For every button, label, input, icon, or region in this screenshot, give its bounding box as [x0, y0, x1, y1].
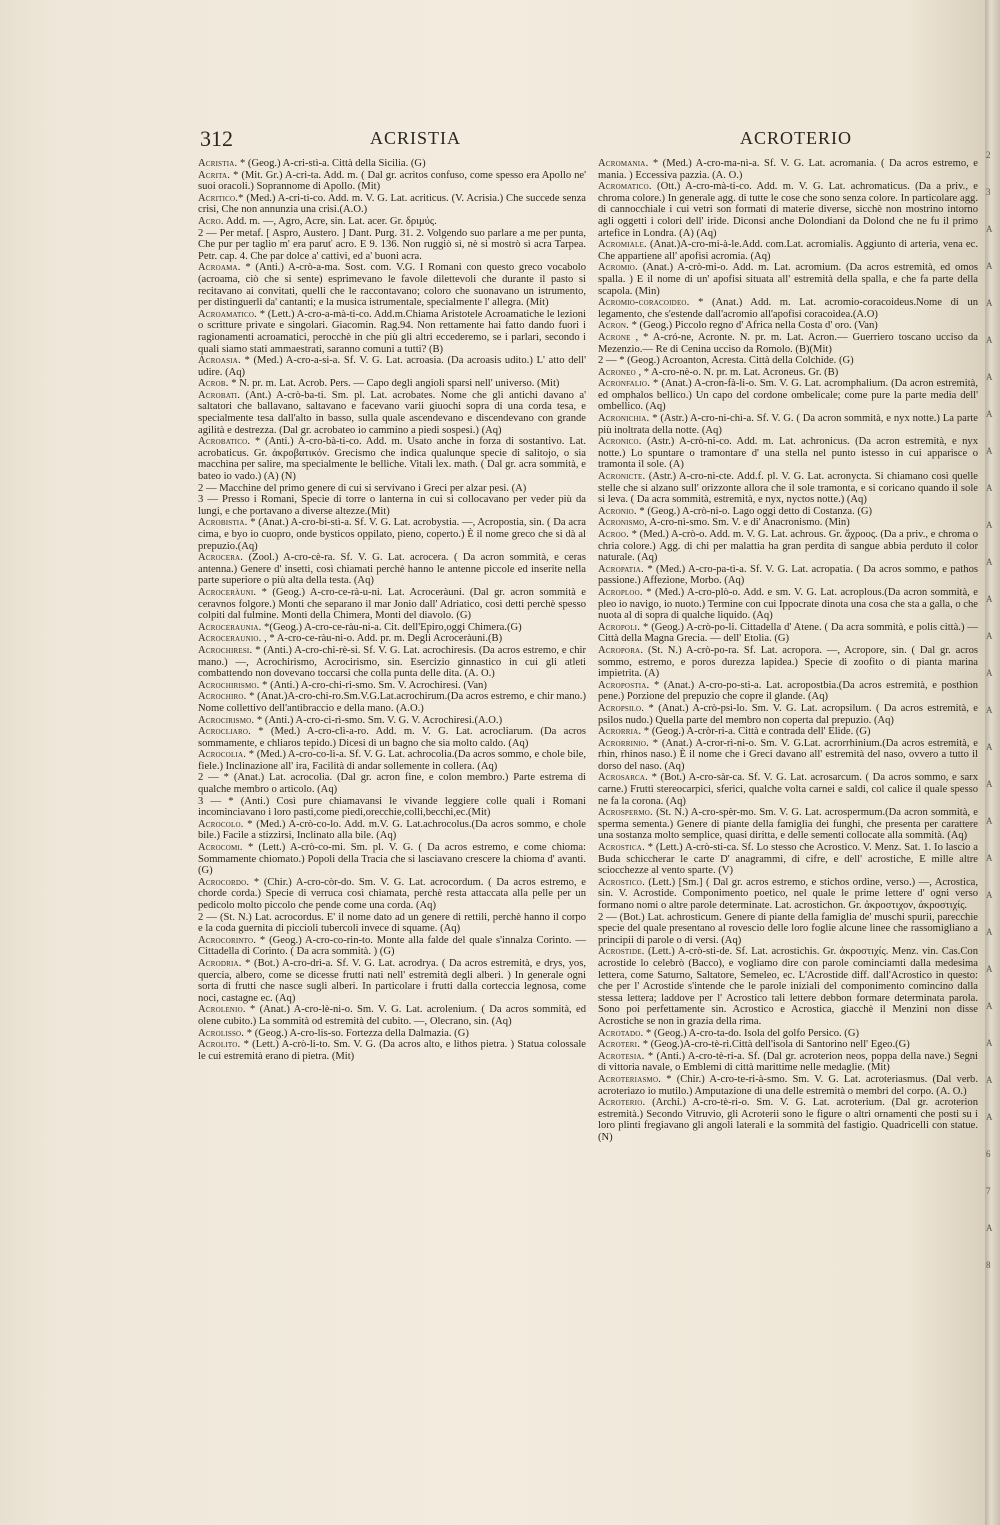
- entry-headword: Acrorrinio.: [598, 737, 650, 749]
- entry-text: * (Mit. Gr.) A-cri-ta. Add. m. ( Dal gr. acritos confuso, come spesso era Apollo ne' suoi oracoli.) Soprannome di Apollo. (Mit): [198, 169, 586, 193]
- dictionary-entry: [598, 622, 978, 645]
- entry-text: (Zool.) A-cro-cè-ra. Sf. V. G. Lat. acrocera. ( Da acron sommità, e ceras antenna.) Genere d' insetti, così chiamati perchè hanno le antenne piccole ed inserite nella parte superiore o più alta della testa. (Aq): [198, 552, 586, 587]
- dictionary-entry: [598, 332, 978, 355]
- entry-text: Add. m. —, Agro, Acre, sin. Lat. acer. Gr. δριμύς.: [223, 215, 437, 227]
- entry-headword: Acropsilo.: [598, 702, 645, 714]
- dictionary-entry: [198, 262, 586, 308]
- edge-mark: A: [986, 853, 993, 863]
- dictionary-entry: [598, 297, 978, 320]
- entry-headword: Acronismo,: [598, 517, 648, 529]
- dictionary-entry: [598, 726, 978, 738]
- entry-text: * (Anat.) A-cror-rì-ni-o. Sm. V. G.Lat. acrorrhinium.(Da acros estremità, e rhin, rhinos naso.) È il nome che i Greci davano all' estremità del naso, ovvero a tutto il dorso del naso. (Aq): [598, 737, 978, 772]
- entry-text: (Anat.) A-crò-mi-o. Add. m. Lat. acromium. (Da acros estremità, ed omos spalla. ) E il nome di un' apofisi situata all' estremità della spalla, e che fa parte della scapola. (Min): [598, 262, 978, 297]
- left-running-head: ACRISTIA: [370, 128, 462, 148]
- dictionary-entry: [198, 355, 586, 378]
- entry-text: * (Chir.) A-cro-te-ri-à-smo. Sm. V. G. Lat. acroteriasmus. (Dal verb. acroteriazo io mutilo.) Amputazione di una delle estremità o membri del corpo. (A. O.): [598, 1073, 978, 1097]
- entry-headword: Acropora.: [598, 644, 644, 656]
- entry-text: * (Geog.) A-cro-lis-so. Fortezza della Dalmazia. (G): [244, 1027, 469, 1039]
- entry-text: * (Anat.) A-cro-lè-ni-o. Sm. V. G. Lat. acrolenium. ( Da acros sommità, ed olene cubito.) La sommità od estremità del cubito. —, Olecrano, sin. (Aq): [198, 1004, 586, 1027]
- entry-headword: Acromio.: [598, 262, 638, 274]
- dictionary-entry: [598, 946, 978, 1027]
- entry-headword: Acromiale.: [598, 239, 647, 251]
- entry-text: A-cro-nì-smo. Sm. V. e di' Anacronismo. (Min): [647, 517, 850, 529]
- dictionary-entry: [598, 877, 978, 912]
- left-column: [198, 158, 586, 1062]
- edge-mark: A: [986, 1112, 993, 1122]
- entry-headword: Acroceràuni.: [198, 586, 257, 598]
- entry-text: 3 — Presso i Romani, Specie di torre o lanterna in cui si collocavano per veder più da lungi, e che portavano a diverse altezze.(Mit): [198, 494, 586, 517]
- entry-headword: Acroamatico.: [198, 308, 257, 320]
- entry-headword: Acronicte.: [598, 471, 646, 483]
- entry-headword: Acrobatico.: [198, 436, 251, 448]
- dictionary-entry: [198, 912, 586, 935]
- entry-headword: Acrocomi.: [198, 842, 243, 854]
- right-running-head: ACROTERIO: [740, 128, 852, 148]
- entry-headword: Acrocorinto.: [198, 934, 257, 946]
- entry-text: (Ott.) A-cro-mà-ti-co. Add. m. V. G. Lat. achromaticus. (Da a priv., e chroma colore.) In generale agg. di tutte le cose che sono senza colore. In particolare agg. di cannocchiale i cui vetri son formati di materie diverse, sicchè non mostrino intorno agli oggetti i colori dell' iride. Diconsi anche Dolondiani da Dolond che ne fu il primo artefice in Londra. (A) (Aq): [598, 181, 978, 239]
- entry-headword: Acrolisso.: [198, 1027, 245, 1039]
- entry-headword: Acrostica.: [598, 842, 645, 854]
- entry-text: * (Anat.) A-cro-po-stì-a. Lat. acropostbia.(Da acros estremità, e posthion pene.) Porzione del prepuzio che copre il glande. (Aq): [598, 679, 978, 703]
- dictionary-entry: [198, 378, 586, 390]
- entry-headword: Acroploo.: [598, 586, 643, 598]
- entry-headword: Acrotesia.: [598, 1050, 645, 1062]
- entry-headword: Acrostide.: [598, 946, 645, 958]
- entry-headword: Acroceraunio.: [198, 633, 262, 645]
- entry-headword: Acrobistia.: [198, 517, 248, 529]
- entry-text: * (Anat.) A-cro-bi-stì-a. Sf. V. G. Lat. acrobystia. —, Acropostia, sin. ( Da acra cima, e byo io cuopro, onde bysticos oppilato, pieno, coperto.) È il nome greco che si dà al prepuzio.(Aq): [198, 517, 586, 552]
- entry-text: * (Med.) A-crò-co-lo. Add. m.V. G. Lat.achrocolus.(Da acros sommo, e chole bile.) Facile a stizzirsi, Inclinato alla bile. (Aq): [198, 818, 586, 842]
- entry-text: (Ant.) A-crò-ba-ti. Sm. pl. Lat. acrobates. Nome che gli antichi davano a' saltatori che ballavano, saltavano e facevano varii giuochi sopra di una corda tesa, e specialmente tesa dall'alto in basso, sulla quale ascendevano e discendevano con grande agilità e destrezza. (Dal gr. acrobateo io cammino a piedi sospesi.) (Aq): [198, 389, 586, 436]
- dictionary-entry: [598, 807, 978, 842]
- entry-text: * (Geog.) A-cròr-ri-a. Città e contrada dell' Elide. (G): [641, 726, 871, 738]
- edge-mark: 6: [986, 1149, 991, 1159]
- edge-mark: A: [986, 483, 993, 493]
- dictionary-entry: [598, 703, 978, 726]
- entry-text: * (Anat.) A-cron-fà-li-o. Sm. V. G. Lat. acromphalium. (Da acron estremità, ed omphalos bellico.) Un capo del cordone ombelicale; come pure la parte media dell' ombellico. (Aq): [598, 378, 978, 413]
- dictionary-entry: [598, 1051, 978, 1074]
- dictionary-entry: [598, 355, 978, 367]
- entry-headword: Acrocolo.: [198, 818, 244, 830]
- entry-text: * (Anti.) A-cro-chi-rì-smo. Sm. V. Acrochiresi. (Van): [259, 679, 487, 691]
- edge-mark: A: [986, 557, 993, 567]
- entry-text: * (Anat.)A-cro-chi-ro.Sm.V.G.Lat.acrochirum.(Da acros estremo, e chir mano.) Nome collettivo dell'antibraccio e della mano. (A.O.): [198, 691, 586, 714]
- edge-mark: A: [986, 335, 993, 345]
- entry-headword: Acrobati.: [198, 389, 241, 401]
- entry-headword: Acrorria.: [598, 726, 642, 738]
- edge-mark: A: [986, 520, 993, 530]
- entry-text: * (Anti.) A-crò-a-ma. Sost. com. V.G. I Romani con questo greco vocabolo (acroama, ciò che si sente) esprimevano le favole dilettevoli che durante il pasto si recitavano ai convitati, quelli che le raccontavano; coloro che suonavano un istrumento, per distinguerli da' cantanti; e la musica istrumentale, specialmente l' allegra. (Mit): [198, 262, 586, 309]
- entry-text: (Lett.) [Sm.] ( Dal gr. acros estremo, e stichos ordine, verso.) —, Acrostica, sin. V. Acrostide. Componimento poetico, nel quale le prime lettere d' ogni verso formano nomi o altre parole determinate. Lat. acrostichon. Gr. ἀκροστιχον, ἀκροστιχίς.: [598, 876, 978, 911]
- dictionary-entry: [198, 691, 586, 714]
- dictionary-entry: [198, 958, 586, 1004]
- entry-text: , * A-cro-ce-ràu-ni-o. Add. pr. m. Degli Acroceràuni.(B): [261, 633, 503, 645]
- dictionary-entry: [198, 494, 586, 517]
- entry-headword: Acrolenio.: [198, 1004, 246, 1016]
- entry-headword: Acrochiresi.: [198, 644, 253, 656]
- dictionary-entry: [598, 772, 978, 807]
- dictionary-entry: [598, 378, 978, 413]
- dictionary-entry: [598, 529, 978, 564]
- entry-headword: Acromatico.: [598, 181, 652, 193]
- dictionary-entry: [198, 483, 586, 495]
- dictionary-entry: [198, 715, 586, 727]
- edge-mark: A: [986, 1001, 993, 1011]
- dictionary-entry: [598, 158, 978, 181]
- dictionary-entry: [598, 262, 978, 297]
- dictionary-entry: [198, 1028, 586, 1040]
- entry-text: , * A-cró-ne, Acronte. N. pr. m. Lat. Acron.— Guerriero toscano ucciso da Mezenzio.— Re di Cenina ucciso da Romolo. (B)(Mit): [598, 331, 978, 355]
- entry-headword: Acrolito.: [198, 1039, 241, 1051]
- entry-headword: Acritico.: [198, 192, 239, 204]
- dictionary-entry: [198, 436, 586, 482]
- edge-mark: A: [986, 742, 993, 752]
- entry-headword: Acroteriasmo.: [598, 1073, 662, 1085]
- entry-text: (Lett.) A-crò-sti-de. Sf. Lat. acrostichis. Gr. ἀκροστιχίς. Menz. vin. Cas.Con acrostide lo celebrò (Bacco), e vogliamo dire con parole cominciamti dalla medesima lettera, come Saturno, Saltatore, Semeleo, ec. L'Acrostide diff. dall'Acrostico in questo: che per l' Acrostide s'intende che le parole iniziali del componimento comincino dalla stessa lettera; laddove per l' Acrostico tali lettere debbon formare determinata parola. Sono poi perfettamente sin. Acrostico e Acrostica, giacchè il Menzini non disse Acrostiche se non in grazia della rima.: [598, 946, 978, 1027]
- entry-text: 2 — * (Anat.) Lat. acrocolia. (Dal gr. acron fine, e colon membro.) Parte estrema di qualche membro o articolo. (Aq): [198, 772, 586, 796]
- edge-mark: A: [986, 224, 993, 234]
- entry-text: * (Med.) A-cro-ma-nì-a. Sf. V. G. Lat. acromania. ( Da acros estremo, e mania. ) Eccessiva pazzia. (A. O.): [598, 158, 978, 181]
- entry-text: * (Bot.) A-cro-sàr-ca. Sf. V. G. Lat. acrosarcum. ( Da acros sommo, e sarx carne.) Frutti stereocarpici, sferici, qualche volta carnei e saldi, col calice il quale spesso ne fa la corona. (Aq): [598, 772, 978, 807]
- dictionary-entry: [198, 216, 586, 228]
- entry-text: , * A-cro-nè-o. N. pr. m. Lat. Acroneus. Gr. (B): [635, 366, 839, 378]
- entry-text: * (Lett.) A-crò-sti-ca. Sf. Lo stesso che Acrostico. V. Menz. Sat. 1. Io lascio a Buda schiccherar le carte D' anagrammi, di cifre, e dell' acrostiche, E mille altre sciocchezze al vento sparte. (V): [598, 842, 978, 877]
- edge-mark: A: [986, 816, 993, 826]
- dictionary-entry: [598, 367, 978, 379]
- dictionary-entry: [598, 1028, 978, 1040]
- dictionary-entry: [598, 1039, 978, 1051]
- entry-text: * (Med.) A-cro-co-lì-a. Sf. V. G. Lat. achrocolia.(Da acros sommo, e chole bile, fiele.) Inclinazione all' ira, Facilità di andar sollemente in collera. (Aq): [198, 749, 586, 772]
- edge-mark: A: [986, 372, 993, 382]
- edge-mark: 2: [986, 150, 991, 160]
- dictionary-entry: [198, 517, 586, 552]
- dictionary-entry: [198, 819, 586, 842]
- entry-text: * (Lett.) A-crò-co-mi. Sm. pl. V. G. ( Da acros estremo, e come chioma: Sommamente chiomato.) Popoli della Tracia che si lasciavano crescere la chioma d' avanti. (G): [198, 842, 586, 877]
- entry-headword: Acropostia.: [598, 679, 650, 691]
- entry-headword: Acron.: [598, 320, 629, 332]
- dictionary-entry: [598, 239, 978, 262]
- dictionary-entry: [198, 749, 586, 772]
- entry-text: * (Lett.) A-cro-a-mà-ti-co. Add.m.Chiama Aristotele Acroamatiche le lezioni o scritture private e singolari. Giacomin. Rag.94. Non rettamente hai fatto dando fuori i ragionamenti acroamatici, perocchè in che più gli altri eccederemo, se i parlari, secondo i quali siamo stati ammaestrati, saranno comuni a tutti? (B): [198, 308, 586, 355]
- entry-headword: Acrotado.: [598, 1027, 644, 1039]
- dictionary-entry: [198, 228, 586, 263]
- entry-text: * (Chir.) A-cro-còr-do. Sm. V. G. Lat. acrocordum. ( Da acros estremo, e chorde corda.) Specie di verruca così chiamata, perchè resta attaccata alla pelle per un pedicolo molto piccolo che pende come una corda. (Aq): [198, 876, 586, 911]
- dictionary-entry: [598, 587, 978, 622]
- entry-headword: Acroo.: [598, 529, 629, 540]
- entry-headword: Acrone: [598, 331, 631, 343]
- entry-text: 2 — Macchine del primo genere di cui si servivano i Greci per alzar pesi. (A): [198, 482, 527, 494]
- page-number: 312: [200, 126, 233, 151]
- edge-mark: A: [986, 705, 993, 715]
- dictionary-entry: [198, 935, 586, 958]
- facing-page-marks: [986, 150, 1000, 1297]
- edge-mark: A: [986, 927, 993, 937]
- entry-text: * (Geog.)A-cro-tè-ri.Città dell'isola di Santorino nell' Egeo.(G): [640, 1039, 910, 1051]
- dictionary-entry: [598, 645, 978, 680]
- entry-headword: Acroasia.: [198, 355, 241, 367]
- entry-headword: Acronio.: [598, 505, 637, 517]
- entry-text: * (Geog.) Piccolo regno d' Africa nella Costa d' oro. (Van): [628, 320, 878, 332]
- entry-headword: Acroama.: [198, 262, 241, 274]
- edge-mark: A: [986, 890, 993, 900]
- entry-headword: Acronichia.: [598, 413, 650, 425]
- dictionary-entry: [598, 1074, 978, 1097]
- entry-headword: Acroneo: [598, 366, 636, 378]
- edge-mark: A: [986, 298, 993, 308]
- edge-mark: A: [986, 261, 993, 271]
- entry-text: * (Med.) A-cro-clì-a-ro. Add. m. V. G. Lat. acrocliarum. (Da acros sommamente, e chliaros tepido.) Dicesi di un bagno che sia molto caldo. (Aq): [198, 726, 586, 749]
- edge-mark: A: [986, 1223, 993, 1233]
- dictionary-entry: [198, 633, 586, 645]
- entry-text: *(Geog.) A-cro-ce-ràu-ni-a. Cit. dell'Epiro,oggi Chimera.(G): [261, 621, 522, 633]
- entry-text: * (Med.) A-cro-pa-tì-a. Sf. V. G. Lat. acropatia. ( Da acros sommo, e pathos passione.) Affezione, Morbo. (Aq): [598, 563, 978, 587]
- entry-headword: Acrob.: [198, 378, 229, 390]
- entry-text: 2 — * (Geog.) Acroanton, Acresta. Città della Colchide. (G): [598, 355, 854, 367]
- entry-headword: Acronfalio.: [598, 378, 651, 390]
- entry-headword: Acrostico.: [598, 876, 645, 888]
- edge-mark: A: [986, 594, 993, 604]
- entry-text: * (Geog.) A-cro-ce-rà-u-ni. Lat. Acroceràuni. (Dal gr. acron sommità e ceravnos folgore.) Monti che separano il mar Jonio dall' Adriatico, così detti perchè spesso colpiti dal fulmine. Monti della Chimera, Monti del diavolo. (G): [198, 586, 586, 622]
- entry-headword: Acromania.: [598, 158, 649, 169]
- entry-text: * (Med.) A-cri-ti-co. Add. m. V. G. Lat. acriticus. (V. Acrisia.) Che succede senza crisi, Che non annunzia una crisi.(A.O.): [198, 192, 586, 216]
- entry-text: * (Anti.) A-cro-chi-rè-si. Sf. V. G. Lat. acrochiresis. (Da acros estremo, e chir mano.) —, Acrochirismo, Acrocirismo, sin. Esercizio ginnastico in cui gli atleti combattendo non dovevano toccarsi che colla punta delle dita. (A. O.): [198, 644, 586, 680]
- edge-mark: A: [986, 1038, 993, 1048]
- dictionary-entry: [198, 170, 586, 193]
- entry-text: (Archi.) A-cro-tè-ri-o. Sm. V. G. Lat. acroterium. (Dal gr. acroterion estremità.) Secondo Vitruvio, gli Acroterii sono le figure o altri ornamenti che posti su i loro plinti fregiavano gli angoli laterali e la sommità del fastigio. Quadricelli con statue. (N): [598, 1097, 978, 1143]
- entry-text: * (Anti.) A-cro-ci-rì-smo. Sm. V. G. V. Acrochiresi.(A.O.): [254, 714, 503, 726]
- dictionary-entry: [598, 436, 978, 471]
- entry-headword: Acrocordo.: [198, 876, 250, 888]
- entry-text: 2 — (St. N.) Lat. acrocordus. E' il nome dato ad un genere di rettili, perchè hanno il corpo e la coda guernita di piccioli tubercoli invece di squame. (Aq): [198, 911, 586, 935]
- entry-text: (St. N.) A-cro-spèr-mo. Sm. V. G. Lat. acrospermum.(Da acron sommità, e sperma sementa.) Genere di piante della famiglia dei funghi, che presenta per carattere una sostanza molto semplice, quasi diritta, e delle sementi collocate alla sommità. (Aq): [598, 807, 978, 842]
- entry-headword: Acrochiro.: [198, 691, 247, 703]
- dictionary-entry: [598, 912, 978, 947]
- edge-mark: 3: [986, 187, 991, 197]
- dictionary-entry: [198, 772, 586, 795]
- entry-text: * N. pr. m. Lat. Acrob. Pers. — Capo degli angioli sparsi nell' universo. (Mit): [228, 378, 560, 390]
- entry-headword: Acropoli.: [598, 621, 641, 633]
- entry-text: 2 — Per metaf. [ Aspro, Austero. ] Dant. Purg. 31. 2. Volgendo suo parlare a me per punta, Che pur per taglio m' era paruť acro. E 9. 136. Non ruggiò sì, nè si mostrò sì acra Tarpea. Petr. cap. 4. Che par dolce a' cattivi, ed a' buoni acra.: [198, 227, 586, 262]
- entry-headword: Acrita.: [198, 169, 231, 181]
- dictionary-entry: [198, 726, 586, 749]
- dictionary-entry: [198, 1004, 586, 1027]
- dictionary-entry: [198, 645, 586, 680]
- entry-text: * (Bot.) A-cro-drì-a. Sf. V. G. Lat. acrodrya. ( Da acros estremità, e drys, yos, quercia, albero, come se dicesse frutti nati nell' estremità degli alberi. ) In generale ogni sorta di frutti che nasce sugli alberi. In particolare i frutti dalla corteccia legnosa, come noci, castagne ec. (Aq): [198, 957, 586, 1004]
- entry-text: * (Anat.) A-crò-psi-lo. Sm. V. G. Lat. acropsilum. ( Da acros estremità, e psilos nudo.) Quella parte del membro non coperta dal prepuzio. (Aq): [598, 702, 978, 726]
- dictionary-entry: [198, 1039, 586, 1062]
- dictionary-entry: [198, 877, 586, 912]
- entry-headword: Acrochirismo.: [198, 679, 260, 691]
- entry-headword: Acropatia.: [598, 563, 644, 575]
- entry-headword: Acro.: [198, 215, 224, 227]
- edge-mark: A: [986, 446, 993, 456]
- edge-mark: 8: [986, 1260, 991, 1270]
- dictionary-entry: [198, 587, 586, 622]
- dictionary-entry: [198, 309, 586, 355]
- edge-mark: A: [986, 964, 993, 974]
- page-header: [200, 126, 850, 160]
- dictionary-entry: [598, 564, 978, 587]
- edge-mark: A: [986, 409, 993, 419]
- dictionary-entry: [598, 517, 978, 529]
- dictionary-entry: [598, 842, 978, 877]
- entry-headword: Acroceraunia.: [198, 621, 262, 633]
- entry-headword: Acrosarca.: [598, 772, 649, 784]
- entry-text: 2 — (Bot.) Lat. achrosticum. Genere di piante della famiglia de' muschi spurii, parecchie specie del quale presentano al rovescio delle loro foglie alcune linee che rassomigliano a principii di parole o di versi. (Aq): [598, 911, 978, 946]
- entry-headword: Acrocera.: [198, 552, 244, 564]
- edge-mark: A: [986, 668, 993, 678]
- right-column: [598, 158, 978, 1143]
- entry-text: * (Geog.) A-cri-stì-a. Città della Sicilia. (G): [237, 158, 426, 169]
- entry-text: * (Anat.) Add. m. Lat. acromio-coracoideus.Nome di un legamento, che s'estende dall'acromio all'apofisi coracoidea.(A.O): [598, 297, 978, 320]
- dictionary-entry: [198, 796, 586, 819]
- entry-headword: Acrodria.: [198, 957, 242, 969]
- entry-headword: Acroterio.: [598, 1097, 646, 1109]
- edge-mark: A: [986, 1075, 993, 1085]
- entry-text: * (Geog.) A-crò-ni-o. Lago oggi detto di Costanza. (G): [636, 505, 873, 517]
- entry-text: (Astr.) A-cro-nì-cte. Add.f. pl. V. G. Lat. acronycta. Si chiamano così quelle stelle che si alzano sull' orizzonte allora che il sole tramonta, e si coricano quando il sole si leva. ( Da acra sommità, estremità, e nyx, nyctos notte.) (Aq): [598, 471, 978, 506]
- entry-text: * (Med.) A-cro-plò-o. Add. e sm. V. G. Lat. acroplous.(Da acron sommità, e pleo io navigo, io nuoto.) Termine con cui Ippocrate dinota una cosa che sta a galla, o che nuota al di sopra di qualche liquido. (Aq): [598, 586, 978, 622]
- entry-text: * (Geog.) A-crò-po-li. Cittadella d' Atene. ( Da acra sommità, e polis città.) — Città della Magna Grecia. — dell' Etolia. (G): [598, 621, 978, 645]
- entry-headword: Acrocirismo.: [198, 714, 255, 726]
- entry-text: * (Geog.) A-cro-co-rin-to. Monte alla falde del quale s'innalza Corinto. — Cittadella di Corinto. ( Da acra sommità. ) (G): [198, 934, 586, 958]
- edge-mark: A: [986, 631, 993, 641]
- dictionary-entry: [598, 738, 978, 773]
- entry-headword: Acronico.: [598, 436, 642, 448]
- dictionary-entry: [598, 1097, 978, 1143]
- entry-headword: Acrospermo.: [598, 807, 653, 819]
- dictionary-entry: [198, 552, 586, 587]
- dictionary-entry: [598, 506, 978, 518]
- entry-text: (Anat.)A-cro-mi-à-le.Add. com.Lat. acromialis. Aggiunto di arteria, vena ec. Che appartiene all' apofisi acromia. (Aq): [598, 239, 978, 262]
- dictionary-entry: [198, 842, 586, 877]
- entry-headword: Acristia.: [198, 158, 238, 169]
- entry-text: * (Anti.) A-cro-tè-ri-a. Sf. (Dal gr. acroterion neos, poppa della nave.) Segni di vittoria navale, o Emblemi di città marittime nelle medaglie. (Mit): [598, 1050, 978, 1074]
- dictionary-entry: [598, 680, 978, 703]
- entry-text: 3 — * (Anti.) Così pure chiamavansi le vivande leggiere colle quali i Romani incominciavano i loro pasti,come piedi,orecchie,colli,becchi,ec.(Mit): [198, 795, 586, 819]
- dictionary-entry: [198, 622, 586, 634]
- dictionary-entry: [598, 181, 978, 239]
- entry-text: * (Astr.) A-cro-ni-chì-a. Sf. V. G. ( Da acron sommità, e nyx notte.) La parte più inoltrata della notte. (Aq): [598, 413, 978, 436]
- entry-headword: Acromio-coracoideo.: [598, 297, 690, 309]
- entry-headword: Acrocolia.: [198, 749, 247, 761]
- entry-headword: Acrocliaro.: [198, 726, 251, 738]
- dictionary-entry: [598, 471, 978, 506]
- entry-text: (St. N.) A-crò-po-ra. Sf. Lat. acropora. —, Acropore, sin. ( Dal gr. acros sommo, estremo, e poros durezza lapidea.) Specie di zoofito o di pianta marina impietrita. (A): [598, 644, 978, 680]
- entry-text: * (Med.) A-cro-a-si-a. Sf. V. G. Lat. acroasia. (Da acroasis udito.) L' atto dell' udire. (Aq): [198, 355, 586, 378]
- entry-text: * (Lett.) A-crò-li-to. Sm. V. G. (Da acros alto, e lithos pietra. ) Statua colossale le cui estremità erano di pietra. (Mit): [198, 1039, 586, 1062]
- entry-text: * (Med.) A-crò-o. Add. m. V. G. Lat. achrous. Gr. ἄχροος. (Da a priv., e chroma o chria colore.) Agg. di chi per malattia ha gran perdita di sangue abbia perduto il color naturale. (Aq): [598, 529, 978, 564]
- dictionary-entry: [598, 413, 978, 436]
- dictionary-entry: [198, 158, 586, 170]
- dictionary-entry: [198, 390, 586, 436]
- entry-text: * (Anti.) A-cro-bà-ti-co. Add. m. Usato anche in forza di sostantivo. Lat. acrobaticus. Gr. ἀκροβατικόν. Grecismo che indica qualunque specie di salitojo, o sia macchina per salire, ma specialmente le belliche. Vitali lex. math. ( Dal gr. acra sommità, e bateo io vado.) (A) (N): [198, 436, 586, 483]
- entry-headword: Acroteri.: [598, 1039, 641, 1051]
- edge-mark: 7: [986, 1186, 991, 1196]
- dictionary-entry: [198, 680, 586, 692]
- entry-text: * (Geog.) A-cro-ta-do. Isola del golfo Persico. (G): [643, 1027, 860, 1039]
- entry-text: (Astr.) A-crò-ni-co. Add. m. Lat. achronicus. (Da acron estremità, e nyx notte.) Lo spuntare o tramontare d' una stella nel punto istesso in cui apparisce o tramonta il sole. (A): [598, 436, 978, 471]
- edge-mark: A: [986, 779, 993, 789]
- dictionary-entry: [198, 193, 586, 216]
- dictionary-entry: [598, 320, 978, 332]
